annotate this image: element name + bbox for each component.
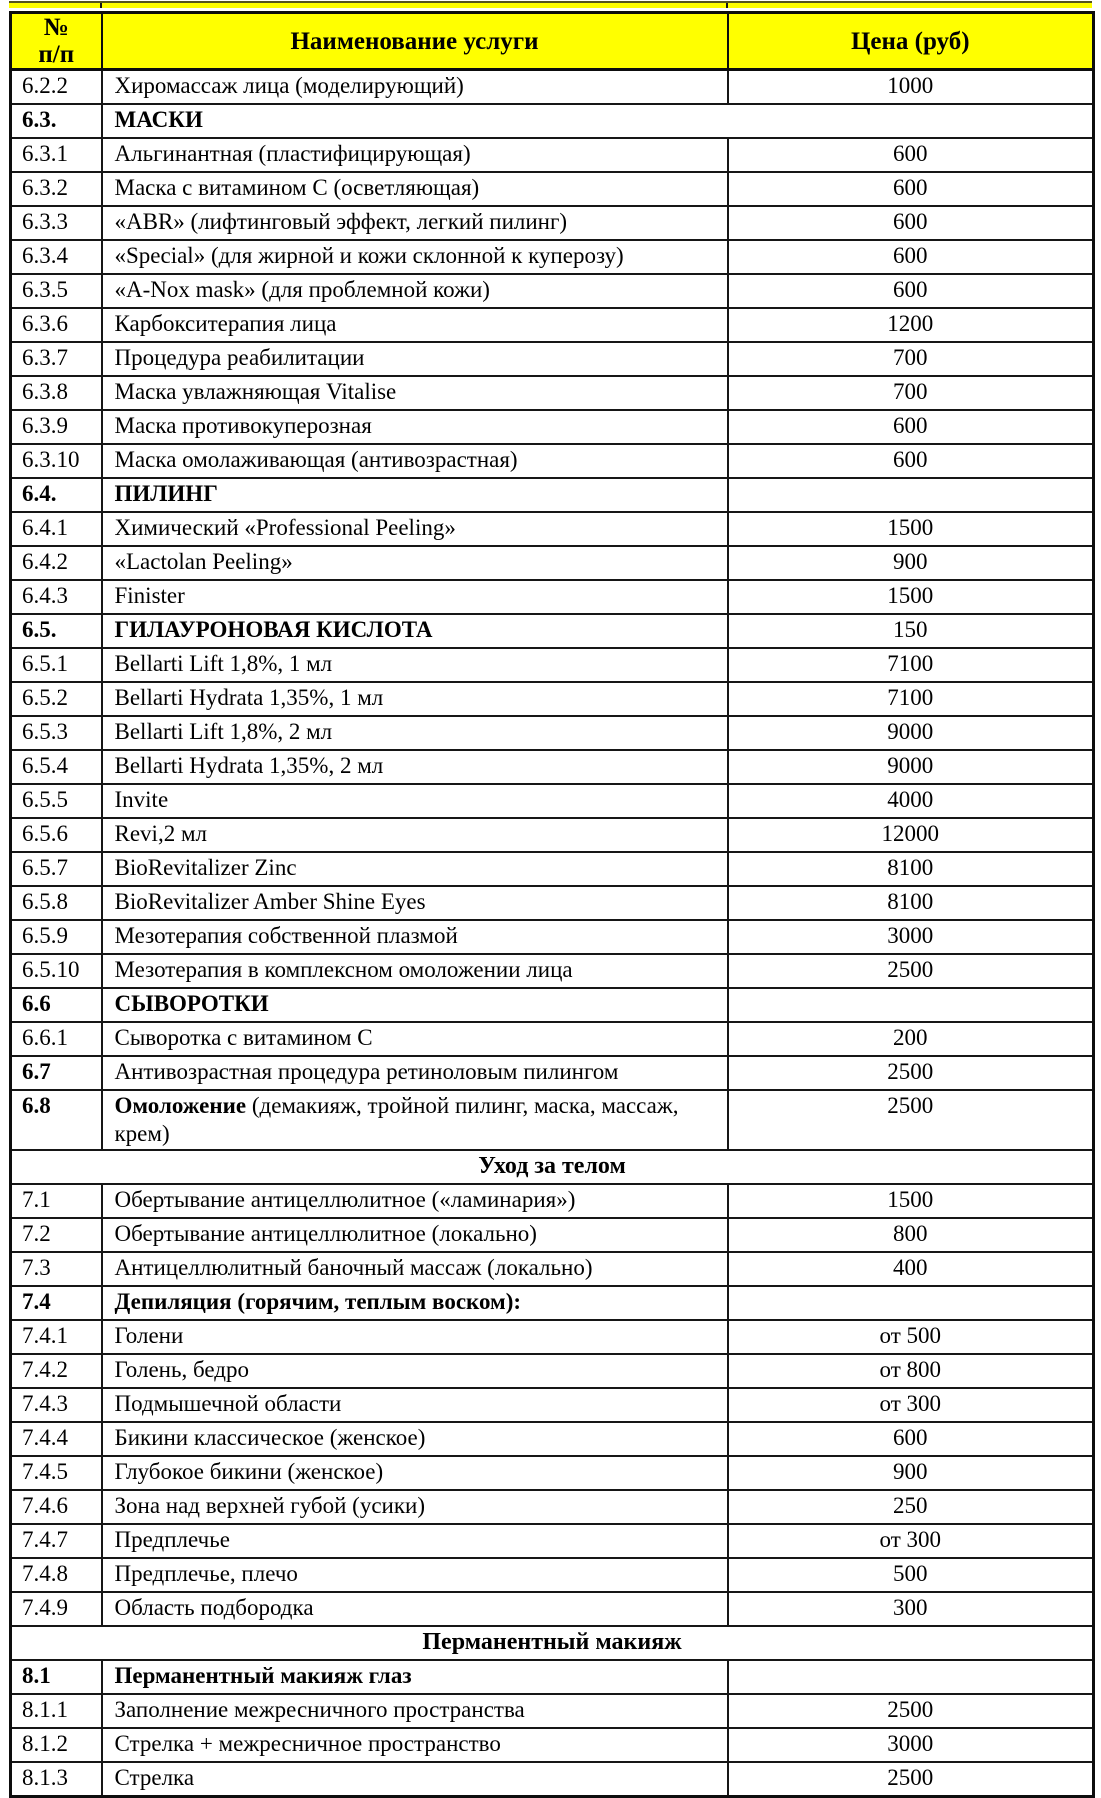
service-price: 7100 [728,648,1094,682]
service-price: 500 [728,1558,1094,1592]
table-row [11,818,1094,852]
service-price: 2500 [728,954,1094,988]
service-name: «Lactolan Peeling» [102,546,728,580]
row-number: 8.1.2 [11,1728,102,1762]
service-price: от 500 [728,1320,1094,1354]
service-price: 8100 [728,852,1094,886]
service-price: 2500 [728,1090,1094,1150]
service-name: СЫВОРОТКИ [102,988,728,1022]
table-row [11,206,1094,240]
service-name: ГИЛАУРОНОВАЯ КИСЛОТА [102,614,728,648]
row-number: 7.1 [11,1184,102,1218]
table-row [11,1320,1094,1354]
row-number: 6.3. [11,104,102,138]
table-row [11,886,1094,920]
service-price: 600 [728,444,1094,478]
row-number: 7.4.1 [11,1320,102,1354]
table-row [11,342,1094,376]
service-name: Бикини классическое (женское) [102,1422,728,1456]
row-number: 6.5.1 [11,648,102,682]
service-price: 600 [728,172,1094,206]
service-name: ПИЛИНГ [102,478,728,512]
table-row [11,444,1094,478]
table-row [11,546,1094,580]
number-header-line2: п/п [38,41,75,68]
row-number: 6.5.2 [11,682,102,716]
service-name: BioRevitalizer Amber Shine Eyes [102,886,728,920]
service-name: Finister [102,580,728,614]
service-price: 150 [728,614,1094,648]
service-price: 900 [728,546,1094,580]
column-divider-mark [726,3,728,8]
number-header-line1: № [43,14,69,41]
service-price: 8100 [728,886,1094,920]
service-price: от 300 [728,1388,1094,1422]
service-name: Bellarti Lift 1,8%, 1 мл [102,648,728,682]
service-price [728,1286,1094,1320]
table-row [11,648,1094,682]
service-name: Химический «Professional Peeling» [102,512,728,546]
row-number: 6.3.1 [11,138,102,172]
row-number: 6.5.10 [11,954,102,988]
service-price: 600 [728,1422,1094,1456]
service-name: «Special» (для жирной и кожи склонной к куперозу) [102,240,728,274]
row-number: 6.4.1 [11,512,102,546]
row-number: 7.4.3 [11,1388,102,1422]
table-row [11,240,1094,274]
row-number: 6.3.9 [11,410,102,444]
service-name: Зона над верхней губой (усики) [102,1490,728,1524]
service-name-bold-part: Омоложение [114,1093,247,1118]
table-row [11,920,1094,954]
table-row [11,1694,1094,1728]
table-row [11,308,1094,342]
table-row [11,172,1094,206]
service-price: 3000 [728,1728,1094,1762]
table-row [11,784,1094,818]
service-price [728,1660,1094,1694]
service-name: Revi,2 мл [102,818,728,852]
service-price: 9000 [728,716,1094,750]
table-row [11,1218,1094,1252]
row-number: 6.3.7 [11,342,102,376]
column-header-price: Цена (руб) [728,13,1094,70]
table-row [11,410,1094,444]
row-number: 7.4.7 [11,1524,102,1558]
row-number: 6.3.3 [11,206,102,240]
table-row [11,1558,1094,1592]
table-row [11,376,1094,410]
service-price: 3000 [728,920,1094,954]
row-number: 6.5.4 [11,750,102,784]
row-number: 7.4 [11,1286,102,1320]
row-number: 6.2.2 [11,70,102,105]
service-name: Карбокситерапия лица [102,308,728,342]
table-row [11,954,1094,988]
service-name: Мезотерапия в комплексном омоложении лица [102,954,728,988]
service-price: 4000 [728,784,1094,818]
row-number: 7.4.9 [11,1592,102,1626]
service-name: Предплечье [102,1524,728,1558]
service-name: «ABR» (лифтинговый эффект, легкий пилинг) [102,206,728,240]
row-number: 6.6 [11,988,102,1022]
table-row [11,580,1094,614]
service-price [728,988,1094,1022]
service-price: 1500 [728,512,1094,546]
service-price: 7100 [728,682,1094,716]
row-number: 7.4.2 [11,1354,102,1388]
price-table [9,11,1095,1798]
row-number: 7.2 [11,1218,102,1252]
table-row [11,1422,1094,1456]
table-row [11,1660,1094,1694]
service-price: 700 [728,342,1094,376]
service-price: 250 [728,1490,1094,1524]
row-number: 6.5.5 [11,784,102,818]
service-name: МАСКИ [102,104,1094,138]
service-name: Стрелка [102,1762,728,1797]
table-row [11,1388,1094,1422]
row-number: 6.3.8 [11,376,102,410]
service-price: 200 [728,1022,1094,1056]
service-name: Депиляция (горячим, теплым воском): [102,1286,728,1320]
row-number: 6.3.6 [11,308,102,342]
service-price: от 300 [728,1524,1094,1558]
row-number: 6.5.3 [11,716,102,750]
service-price: 600 [728,206,1094,240]
price-table-body [11,70,1094,1797]
service-name: Invite [102,784,728,818]
service-name: Альгинантная (пластифицирующая) [102,138,728,172]
service-name: Предплечье, плечо [102,1558,728,1592]
service-name: Глубокое бикини (женское) [102,1456,728,1490]
service-name: Маска противокуперозная [102,410,728,444]
table-row [11,852,1094,886]
service-name: Маска омолаживающая (антивозрастная) [102,444,728,478]
table-row [11,1022,1094,1056]
row-number: 7.4.6 [11,1490,102,1524]
service-name: Заполнение межресничного пространства [102,1694,728,1728]
service-price [728,478,1094,512]
row-number: 8.1 [11,1660,102,1694]
table-row [11,1490,1094,1524]
service-name: Bellarti Hydrata 1,35%, 2 мл [102,750,728,784]
table-row [11,1090,1094,1150]
service-name: Хиромассаж лица (моделирующий) [102,70,728,105]
table-row [11,1286,1094,1320]
row-number: 6.5. [11,614,102,648]
service-name: Стрелка + межресничное пространство [102,1728,728,1762]
service-price: 800 [728,1218,1094,1252]
row-number: 6.5.7 [11,852,102,886]
table-row [11,682,1094,716]
service-price: 1000 [728,70,1094,105]
table-row [11,70,1094,105]
service-price: 1200 [728,308,1094,342]
row-number: 8.1.1 [11,1694,102,1728]
row-number: 6.3.5 [11,274,102,308]
service-price: 1500 [728,580,1094,614]
service-name: BioRevitalizer Zinc [102,852,728,886]
table-row [11,988,1094,1022]
column-header-service: Наименование услуги [102,13,728,70]
service-price: 1500 [728,1184,1094,1218]
service-name: Маска увлажняющая Vitalise [102,376,728,410]
table-row [11,138,1094,172]
table-row [11,1184,1094,1218]
row-number: 6.8 [11,1090,102,1150]
column-divider-mark [100,3,102,8]
service-name: Область подбородка [102,1592,728,1626]
section-title: Перманентный макияж [11,1626,1094,1660]
header-row [11,13,1094,70]
table-row [11,1354,1094,1388]
table-row [11,1728,1094,1762]
table-row [11,274,1094,308]
row-number: 6.4.3 [11,580,102,614]
service-name: Процедура реабилитации [102,342,728,376]
service-name: Bellarti Lift 1,8%, 2 мл [102,716,728,750]
table-row [11,614,1094,648]
section-row [11,1150,1094,1184]
service-name: Обертывание антицеллюлитное («ламинария») [102,1184,728,1218]
row-number: 8.1.3 [11,1762,102,1797]
row-number: 6.3.4 [11,240,102,274]
service-price: 400 [728,1252,1094,1286]
service-price: 300 [728,1592,1094,1626]
table-row [11,1592,1094,1626]
service-name: Bellarti Hydrata 1,35%, 1 мл [102,682,728,716]
service-price: 600 [728,274,1094,308]
row-number: 6.4.2 [11,546,102,580]
service-price: от 800 [728,1354,1094,1388]
table-row [11,1056,1094,1090]
service-name: Омоложение (демакияж, тройной пилинг, маска, массаж, крем) [102,1090,728,1150]
table-row [11,1252,1094,1286]
service-price: 9000 [728,750,1094,784]
section-row [11,1626,1094,1660]
section-title: Уход за телом [11,1150,1094,1184]
service-price: 600 [728,138,1094,172]
row-number: 6.3.10 [11,444,102,478]
row-number: 7.4.8 [11,1558,102,1592]
row-number: 6.5.9 [11,920,102,954]
service-price: 900 [728,1456,1094,1490]
previous-table-edge [9,1,1092,8]
service-name: Обертывание антицеллюлитное (локально) [102,1218,728,1252]
service-name: Перманентный макияж глаз [102,1660,728,1694]
row-number: 7.4.5 [11,1456,102,1490]
row-number: 6.6.1 [11,1022,102,1056]
service-name: Сыворотка с витамином С [102,1022,728,1056]
table-row [11,512,1094,546]
table-row [11,1524,1094,1558]
service-name: Подмышечной области [102,1388,728,1422]
service-price: 12000 [728,818,1094,852]
service-price: 2500 [728,1762,1094,1797]
service-name: Антицеллюлитный баночный массаж (локально) [102,1252,728,1286]
row-number: 6.5.6 [11,818,102,852]
service-price: 2500 [728,1056,1094,1090]
table-row [11,478,1094,512]
service-name: Маска с витамином С (осветляющая) [102,172,728,206]
service-price: 2500 [728,1694,1094,1728]
table-row [11,716,1094,750]
service-name: Антивозрастная процедура ретиноловым пилингом [102,1056,728,1090]
row-number: 6.7 [11,1056,102,1090]
column-header-number [11,13,102,70]
table-row [11,1456,1094,1490]
service-name: «A-Nox mask» (для проблемной кожи) [102,274,728,308]
row-number: 6.4. [11,478,102,512]
row-number: 6.5.8 [11,886,102,920]
table-row [11,750,1094,784]
service-name: Голень, бедро [102,1354,728,1388]
service-name: Мезотерапия собственной плазмой [102,920,728,954]
service-price: 600 [728,410,1094,444]
row-number: 7.4.4 [11,1422,102,1456]
table-row [11,104,1094,138]
row-number: 6.3.2 [11,172,102,206]
service-name: Голени [102,1320,728,1354]
table-row [11,1762,1094,1797]
service-price: 600 [728,240,1094,274]
service-price: 700 [728,376,1094,410]
row-number: 7.3 [11,1252,102,1286]
